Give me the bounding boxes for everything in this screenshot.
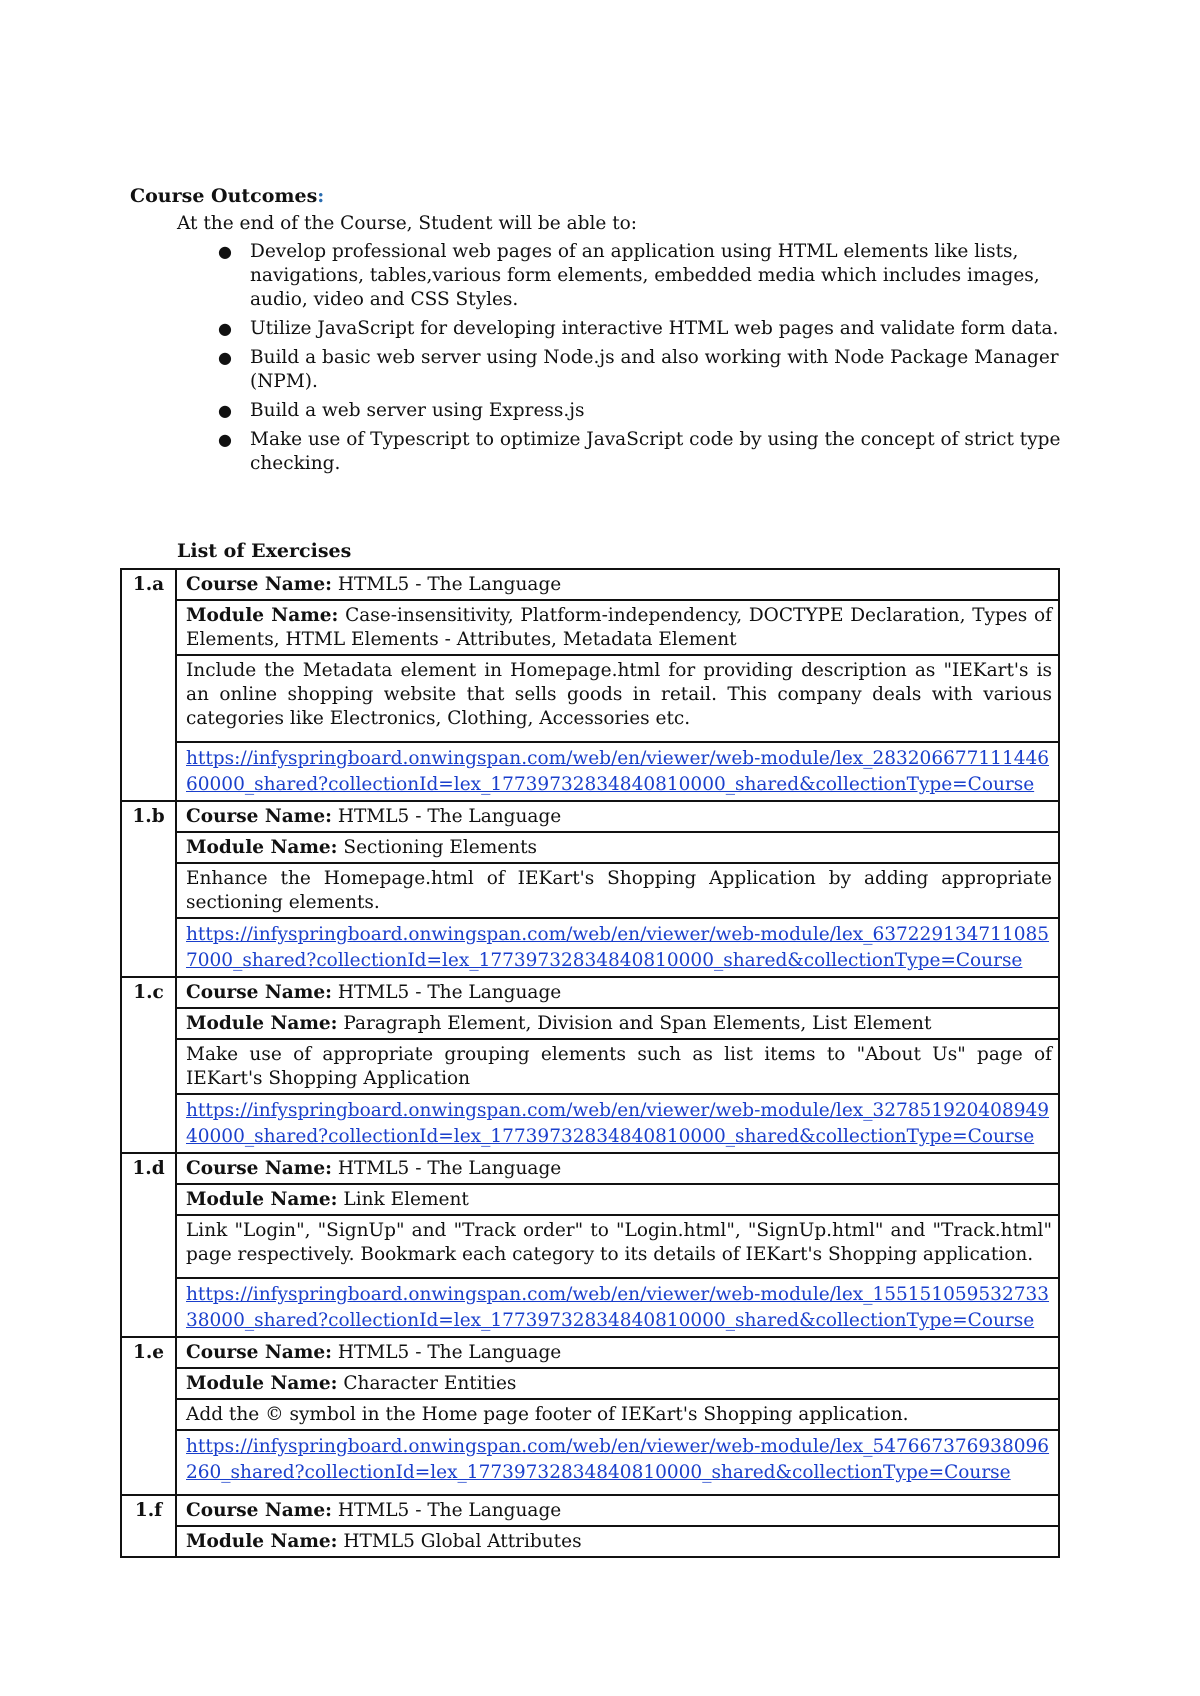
exercise-row-link <box>121 742 1059 801</box>
module-name-label: Module Name: <box>186 1013 338 1034</box>
heading-colon: : <box>317 185 325 207</box>
exercise-row-task <box>121 1039 1059 1094</box>
module-name-label: Module Name: <box>186 605 339 626</box>
exercise-row-task <box>121 1215 1059 1278</box>
exercise-number: 1.c <box>121 977 176 1153</box>
course-outcomes-heading <box>130 182 1070 210</box>
exercise-row-module <box>121 1368 1059 1399</box>
link-cell <box>176 918 1059 977</box>
course-name-label: Course Name: <box>186 806 332 827</box>
task-description: Enhance the Homepage.html of IEKart's Shopping Application by adding appropriate sectioning elements. <box>176 863 1059 918</box>
course-name-label: Course Name: <box>186 1500 332 1521</box>
exercise-row-course <box>121 977 1059 1008</box>
course-name-cell <box>176 569 1059 600</box>
exercise-row-task <box>121 863 1059 918</box>
module-link[interactable]: https://infyspringboard.onwingspan.com/web/en/viewer/web-module/lex_32785192040894940000_shared?collectionId=lex_17739732834840810000_shared&collectionType=Course <box>186 1100 1050 1147</box>
exercise-row-module <box>121 1526 1059 1557</box>
outcome-item <box>218 399 1070 423</box>
link-cell <box>176 1430 1059 1495</box>
outcome-item <box>218 428 1070 476</box>
exercise-row-module <box>121 1184 1059 1215</box>
course-name-label: Course Name: <box>186 982 332 1003</box>
course-name-value: HTML5 - The Language <box>337 574 562 595</box>
module-name-label: Module Name: <box>186 1373 338 1394</box>
exercise-row-link <box>121 1094 1059 1153</box>
course-name-value: HTML5 - The Language <box>337 982 562 1003</box>
bullet-icon: ● <box>218 348 232 367</box>
module-name-cell <box>176 1526 1059 1557</box>
module-name-value: Case-insensitivity, Platform-independency, DOCTYPE Declaration, Types of Elements, HTML Elements - Attributes, Metadata Element <box>186 605 1053 650</box>
exercise-number: 1.b <box>121 801 176 977</box>
exercise-row-link <box>121 1278 1059 1337</box>
module-name-cell <box>176 1008 1059 1039</box>
link-cell <box>176 742 1059 801</box>
course-name-label: Course Name: <box>186 1158 332 1179</box>
course-name-value: HTML5 - The Language <box>337 1500 562 1521</box>
outcome-item <box>218 346 1070 394</box>
task-description: Link "Login", "SignUp" and "Track order" to "Login.html", "SignUp.html" and "Track.html" page respectively. Bookmark each category to its details of IEKart's Shopping application. <box>176 1215 1059 1278</box>
outcome-text: Build a web server using Express.js <box>250 400 585 421</box>
exercises-table <box>120 568 1060 1558</box>
bullet-icon: ● <box>218 430 232 449</box>
exercise-row-task <box>121 655 1059 742</box>
module-name-value: HTML5 Global Attributes <box>343 1531 582 1552</box>
module-name-cell <box>176 600 1059 655</box>
course-name-value: HTML5 - The Language <box>337 1342 562 1363</box>
outcome-text: Utilize JavaScript for developing interactive HTML web pages and validate form data. <box>250 318 1059 339</box>
outcome-item <box>218 317 1070 341</box>
course-outcomes-heading-text: Course Outcomes <box>130 185 318 207</box>
module-name-label: Module Name: <box>186 1531 338 1552</box>
module-name-label: Module Name: <box>186 1189 338 1210</box>
exercise-number: 1.e <box>121 1337 176 1495</box>
exercise-row-task <box>121 1399 1059 1430</box>
module-name-value: Link Element <box>343 1189 469 1210</box>
exercise-row-module <box>121 600 1059 655</box>
task-description: Include the Metadata element in Homepage.html for providing description as "IEKart's is an online shopping website that sells goods in retail. This company deals with various categories like Electronics, Clothing, Accessories etc. <box>176 655 1059 742</box>
module-link[interactable]: https://infyspringboard.onwingspan.com/web/en/viewer/web-module/lex_28320667711144660000_shared?collectionId=lex_17739732834840810000_shared&collectionType=Course <box>186 748 1050 795</box>
module-link[interactable]: https://infyspringboard.onwingspan.com/web/en/viewer/web-module/lex_15515105953273338000_shared?collectionId=lex_17739732834840810000_shared&collectionType=Course <box>186 1284 1050 1331</box>
module-name-value: Sectioning Elements <box>343 837 538 858</box>
course-name-cell <box>176 1495 1059 1526</box>
module-name-cell <box>176 832 1059 863</box>
bullet-icon: ● <box>218 319 232 338</box>
link-cell <box>176 1278 1059 1337</box>
module-link[interactable]: https://infyspringboard.onwingspan.com/web/en/viewer/web-module/lex_6372291347110857000_shared?collectionId=lex_17739732834840810000_shared&collectionType=Course <box>186 924 1050 971</box>
outcome-text: Make use of Typescript to optimize JavaScript code by using the concept of strict type checking. <box>250 429 1061 474</box>
link-cell <box>176 1094 1059 1153</box>
bullet-icon: ● <box>218 242 232 261</box>
exercise-row-course <box>121 801 1059 832</box>
course-outcomes-intro: At the end of the Course, Student will be able to: <box>177 213 638 234</box>
task-description: Make use of appropriate grouping elements such as list items to "About Us" page of IEKart's Shopping Application <box>176 1039 1059 1094</box>
course-name-cell <box>176 1153 1059 1184</box>
outcome-text: Develop professional web pages of an application using HTML elements like lists, navigations, tables,various form elements, embedded media which includes images, audio, video and CSS Styles. <box>250 241 1040 310</box>
course-name-cell <box>176 1337 1059 1368</box>
exercise-number: 1.a <box>121 569 176 801</box>
exercise-row-course <box>121 569 1059 600</box>
exercise-row-link <box>121 1430 1059 1495</box>
module-link[interactable]: https://infyspringboard.onwingspan.com/web/en/viewer/web-module/lex_547667376938096260_shared?collectionId=lex_17739732834840810000_shared&collectionType=Course <box>186 1436 1050 1483</box>
course-name-cell <box>176 977 1059 1008</box>
outcome-item <box>218 240 1070 312</box>
module-name-value: Paragraph Element, Division and Span Elements, List Element <box>343 1013 932 1034</box>
exercise-number: 1.f <box>121 1495 176 1557</box>
exercise-row-link <box>121 918 1059 977</box>
module-name-cell <box>176 1184 1059 1215</box>
course-name-label: Course Name: <box>186 574 332 595</box>
exercise-number: 1.d <box>121 1153 176 1337</box>
exercise-row-course <box>121 1495 1059 1526</box>
outcome-text: Build a basic web server using Node.js and also working with Node Package Manager (NPM). <box>250 347 1059 392</box>
course-name-cell <box>176 801 1059 832</box>
course-outcomes-section <box>130 182 1070 481</box>
course-outcomes-list <box>130 240 1070 476</box>
bullet-icon: ● <box>218 401 232 420</box>
module-name-cell <box>176 1368 1059 1399</box>
exercise-row-module <box>121 832 1059 863</box>
module-name-label: Module Name: <box>186 837 338 858</box>
task-description: Add the © symbol in the Home page footer of IEKart's Shopping application. <box>176 1399 1059 1430</box>
course-name-label: Course Name: <box>186 1342 332 1363</box>
list-of-exercises-title: List of Exercises <box>177 540 352 562</box>
exercise-row-module <box>121 1008 1059 1039</box>
course-name-value: HTML5 - The Language <box>337 806 562 827</box>
course-name-value: HTML5 - The Language <box>337 1158 562 1179</box>
exercise-row-course <box>121 1337 1059 1368</box>
module-name-value: Character Entities <box>343 1373 517 1394</box>
exercise-row-course <box>121 1153 1059 1184</box>
